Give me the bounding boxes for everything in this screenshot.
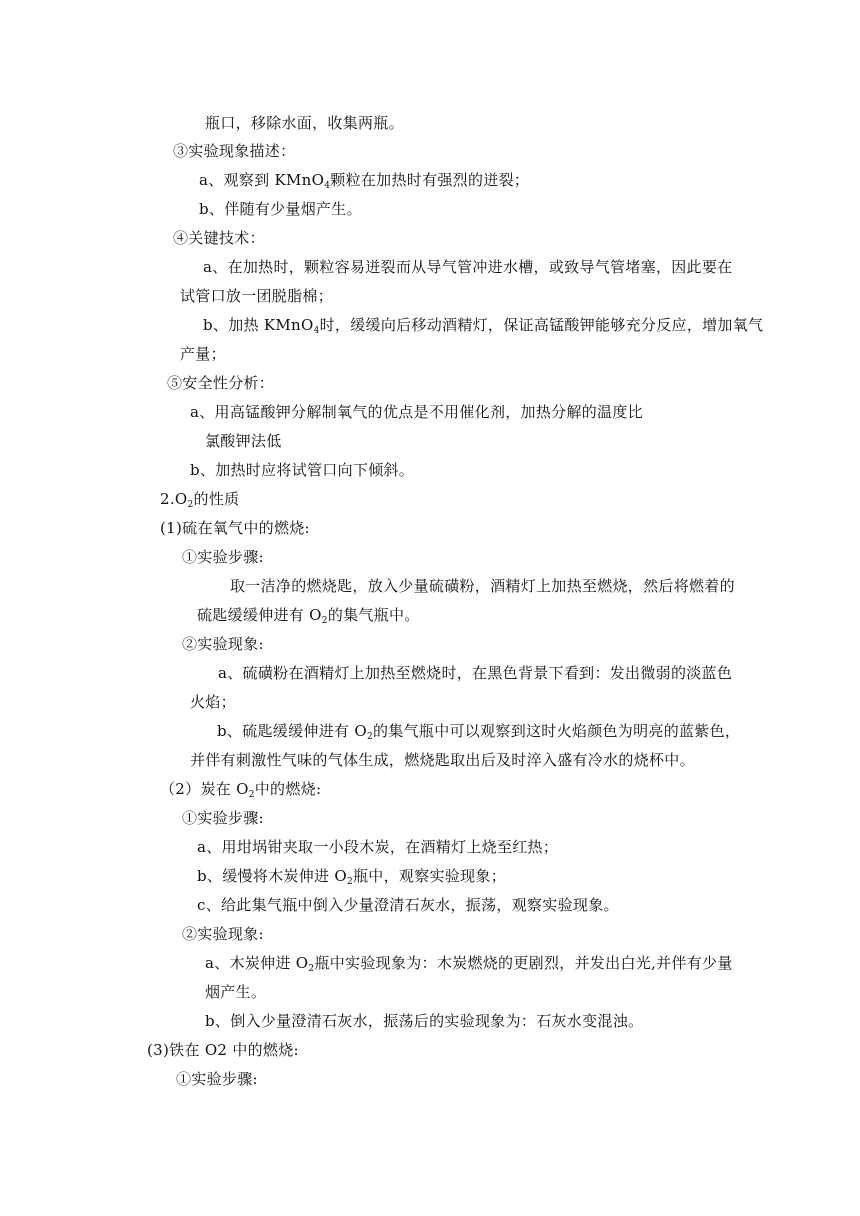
section-heading: （2）炭在 $O_2$中的燃烧: <box>160 780 322 800</box>
section-heading: ①实验步骤: <box>182 809 264 827</box>
section-heading: ⑤安全性分析： <box>167 374 275 392</box>
text-line: 产量； <box>180 345 226 363</box>
text-line: 硫匙缓缓伸进有 $O_2$的集气瓶中。 <box>197 606 420 626</box>
text-line: 取一洁净的燃烧匙，放入少量硫磺粉，酒精灯上加热至燃烧，然后将燃着的 <box>230 577 735 595</box>
text-line: b、伴随有少量烟产生。 <box>199 200 362 218</box>
text-line: a、用高锰酸钾分解制氧气的优点是不用催化剂，加热分解的温度比 <box>190 403 643 421</box>
text-line: a、用坩埚钳夹取一小段木炭，在酒精灯上烧至红热； <box>197 838 559 856</box>
section-heading: $2.O_2$的性质 <box>160 490 240 510</box>
section-heading: ②实验现象: <box>182 635 264 653</box>
section-heading: ④关键技术： <box>173 229 265 247</box>
text-line: b、加热时应将试管口向下倾斜。 <box>190 461 415 479</box>
text-line: 氯酸钾法低 <box>205 432 282 450</box>
text-line: 瓶口，移除水面，收集两瓶。 <box>205 114 404 132</box>
text-line: b、倒入少量澄清石灰水，振荡后的实验现象为：石灰水变混浊。 <box>205 1012 644 1030</box>
text-line: 并伴有刺激性气味的气体生成，燃烧匙取出后及时淬入盛有冷水的烧杯中。 <box>190 751 695 769</box>
section-heading: (1)硫在氧气中的燃烧: <box>160 519 310 537</box>
text-line: a、在加热时，颗粒容易迸裂而从导气管冲进水槽，或致导气管堵塞，因此要在 <box>203 258 733 276</box>
text-line: c、给此集气瓶中倒入少量澄清石灰水，振荡，观察实验现象。 <box>197 896 619 914</box>
text-line: b、硫匙缓缓伸进有 $O_2$的集气瓶中可以观察到这时火焰颜色为明亮的蓝紫色， <box>217 722 741 742</box>
text-line: a、硫磺粉在酒精灯上加热至燃烧时，在黑色背景下看到：发出微弱的淡蓝色 <box>218 664 733 682</box>
text-line: a、木炭伸进 $O_2$瓶中实验现象为：木炭燃烧的更剧烈，并发出白光,并伴有少量 <box>205 954 733 974</box>
text-line: 火焰； <box>190 693 236 711</box>
section-heading: ②实验现象: <box>182 925 264 943</box>
text-line: b、加热 KMnO$_4$时，缓缓向后移动酒精灯，保证高锰酸钾能够充分反应，增加氧气 <box>203 316 764 336</box>
section-heading: ③实验现象描述： <box>173 142 296 160</box>
section-heading: ①实验步骤: <box>182 548 264 566</box>
text-line: a、观察到 KMnO$_4$颗粒在加热时有强烈的迸裂； <box>199 171 530 191</box>
text-line: b、缓慢将木炭伸进 $O_2$瓶中，观察实验现象； <box>197 867 507 887</box>
text-line: 试管口放一团脱脂棉； <box>180 287 334 305</box>
section-heading: (3)铁在 O2 中的燃烧: <box>147 1041 299 1059</box>
section-heading: ①实验步骤: <box>176 1070 258 1088</box>
text-line: 烟产生。 <box>205 983 267 1001</box>
